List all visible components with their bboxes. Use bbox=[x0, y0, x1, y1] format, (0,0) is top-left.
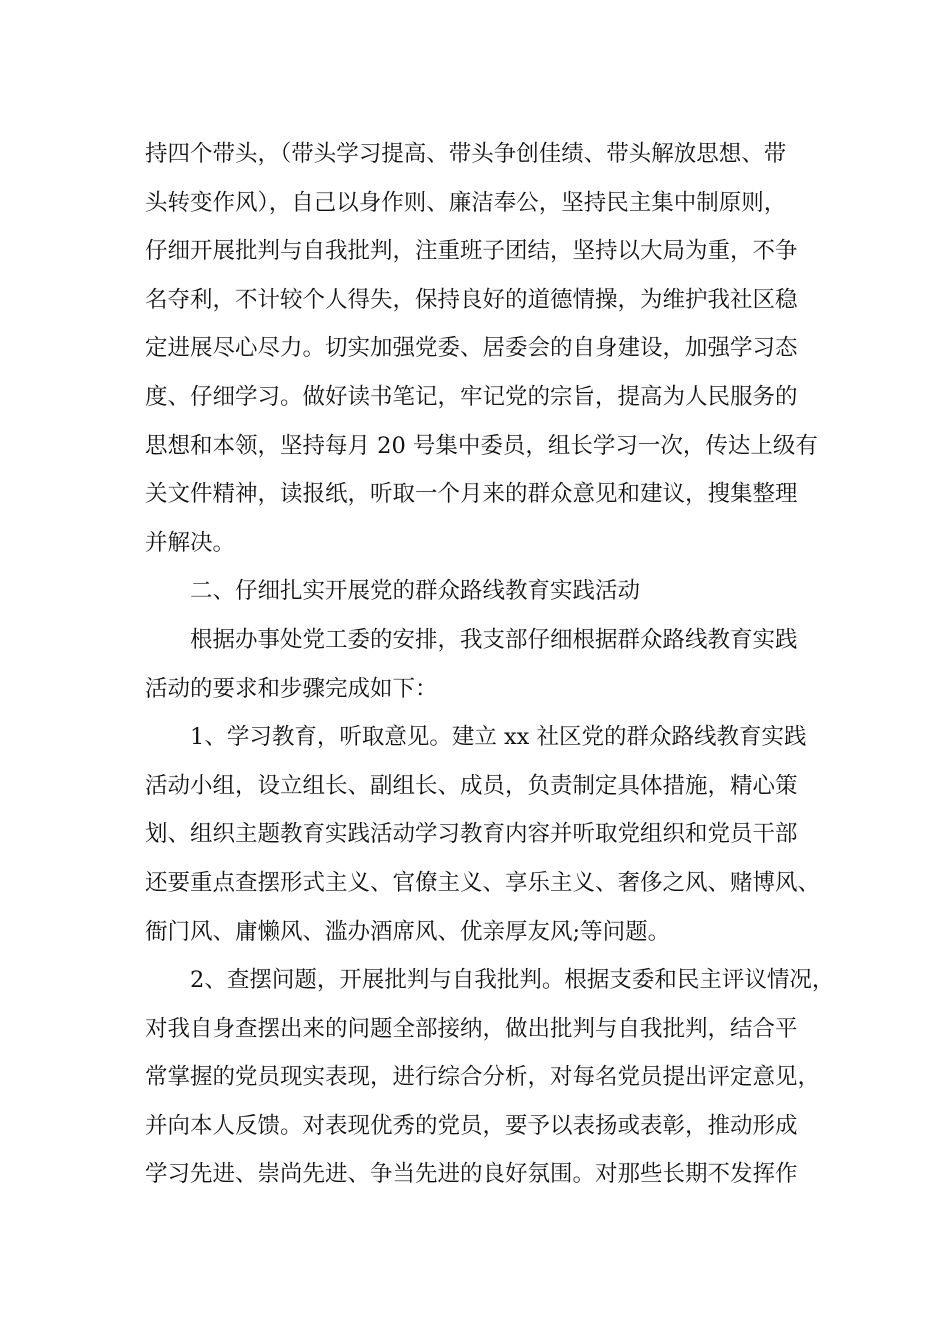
paragraph-line: 活动的要求和步骤完成如下： bbox=[145, 675, 438, 702]
paragraph-line: 活动小组，设立组长、副组长、成员，负责制定具体措施，精心策 bbox=[145, 772, 798, 799]
paragraph-line: 2、查摆问题，开展批判与自我批判。根据支委和民主评议情况， bbox=[190, 967, 835, 994]
paragraph-line: 并解决。 bbox=[145, 529, 236, 556]
paragraph-line: 对我自身查摆出来的问题全部接纳，做出批判与自我批判，结合平 bbox=[145, 1015, 798, 1042]
paragraph-line: 还要重点查摆形式主义、官僚主义、享乐主义、奢侈之风、赌博风、 bbox=[145, 869, 821, 896]
paragraph-line: 常掌握的党员现实表现，进行综合分析，对每名党员提出评定意见， bbox=[145, 1064, 821, 1091]
section-heading: 二、仔细扎实开展党的群众路线教育实践活动 bbox=[190, 578, 641, 605]
paragraph-line: 定进展尽心尽力。切实加强党委、居委会的自身建设，加强学习态 bbox=[145, 335, 798, 362]
paragraph-line: 度、仔细学习。做好读书笔记，牢记党的宗旨，提高为人民服务的 bbox=[145, 383, 798, 410]
paragraph-line: 衙门风、庸懒风、滥办酒席风、优亲厚友风;等问题。 bbox=[145, 918, 671, 945]
paragraph-line: 划、组织主题教育实践活动学习教育内容并听取党组织和党员干部 bbox=[145, 821, 798, 848]
paragraph-line: 关文件精神，读报纸，听取一个月来的群众意见和建议，搜集整理 bbox=[145, 481, 798, 508]
paragraph-line: 持四个带头，（带头学习提高、带头争创佳绩、带头解放思想、带 bbox=[145, 141, 787, 167]
paragraph-line: 根据办事处党工委的安排，我支部仔细根据群众路线教育实践 bbox=[190, 626, 798, 653]
paragraph-line: 名夺利，不计较个人得失，保持良好的道德情操，为维护我社区稳 bbox=[145, 286, 798, 313]
paragraph-line: 头转变作风），自己以身作则、廉洁奉公，坚持民主集中制原则， bbox=[145, 189, 787, 216]
paragraph-line: 1、学习教育，听取意见。建立 xx 社区党的群众路线教育实践 bbox=[190, 724, 807, 751]
paragraph-line: 并向本人反馈。对表现优秀的党员，要予以表扬或表彰，推动形成 bbox=[145, 1112, 798, 1139]
document-body bbox=[145, 130, 835, 1199]
paragraph-line: 思想和本领，坚持每月 20 号集中委员，组长学习一次，传达上级有 bbox=[145, 432, 818, 459]
paragraph-line: 学习先进、崇尚先进、争当先进的良好氛围。对那些长期不发挥作 bbox=[145, 1161, 798, 1188]
paragraph-line: 仔细开展批判与自我批判，注重班子团结，坚持以大局为重，不争 bbox=[145, 238, 798, 265]
